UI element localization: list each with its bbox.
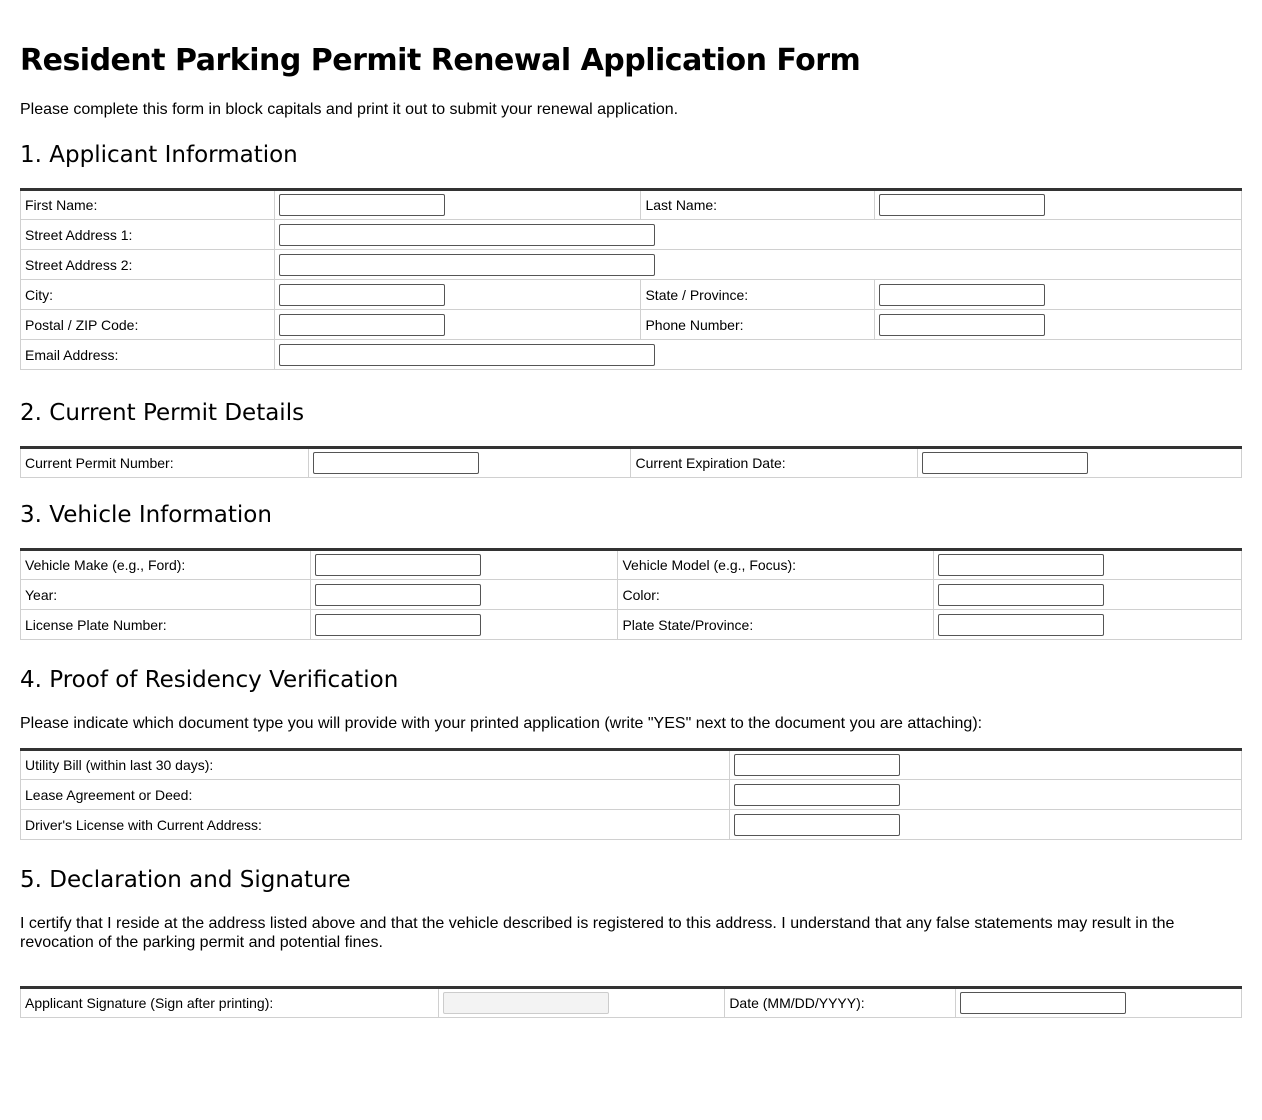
color-label: Color:: [618, 580, 934, 610]
license-plate-label: License Plate Number:: [21, 610, 311, 640]
table-row: [21, 750, 1242, 780]
table-row: [21, 220, 1242, 250]
table-row: [21, 550, 1242, 580]
phone-field[interactable]: [879, 314, 1045, 336]
table-row: [21, 448, 1242, 478]
year-label: Year:: [21, 580, 311, 610]
table-row: [21, 250, 1242, 280]
postal-code-label: Postal / ZIP Code:: [21, 310, 275, 340]
residency-instruction: Please indicate which document type you will provide with your printed application (write "YES" next to the document you are attaching):: [20, 715, 983, 732]
utility-bill-label: Utility Bill (within last 30 days):: [21, 750, 730, 780]
permit-number-field[interactable]: [313, 452, 479, 474]
street-address-2-label: Street Address 2:: [21, 250, 275, 280]
postal-code-field[interactable]: [279, 314, 445, 336]
applicant-table: [20, 188, 1242, 370]
vehicle-model-field[interactable]: [938, 554, 1104, 576]
table-row: [21, 280, 1242, 310]
signature-field: [443, 992, 609, 1014]
vehicle-model-label: Vehicle Model (e.g., Focus):: [618, 550, 934, 580]
drivers-license-field[interactable]: [734, 814, 900, 836]
intro-text: Please complete this form in block capitals and print it out to submit your renewal application.: [20, 101, 679, 118]
signature-label: Applicant Signature (Sign after printing):: [21, 988, 439, 1018]
email-label: Email Address:: [21, 340, 275, 370]
last-name-field[interactable]: [879, 194, 1045, 216]
date-label: Date (MM/DD/YYYY):: [725, 988, 956, 1018]
table-row: [21, 610, 1242, 640]
plate-state-label: Plate State/Province:: [618, 610, 934, 640]
street-address-1-field[interactable]: [279, 224, 655, 246]
section-vehicle-heading: 3. Vehicle Information: [20, 502, 272, 528]
section-permit-heading: 2. Current Permit Details: [20, 400, 305, 426]
street-address-2-field[interactable]: [279, 254, 655, 276]
lease-agreement-label: Lease Agreement or Deed:: [21, 780, 730, 810]
plate-state-field[interactable]: [938, 614, 1104, 636]
drivers-license-label: Driver's License with Current Address:: [21, 810, 730, 840]
date-field[interactable]: [960, 992, 1126, 1014]
city-label: City:: [21, 280, 275, 310]
table-row: [21, 310, 1242, 340]
expiration-date-field[interactable]: [922, 452, 1088, 474]
table-row: [21, 340, 1242, 370]
table-row: [21, 810, 1242, 840]
vehicle-table: [20, 548, 1242, 640]
state-label: State / Province:: [641, 280, 875, 310]
table-row: [21, 988, 1242, 1018]
table-row: [21, 190, 1242, 220]
vehicle-make-label: Vehicle Make (e.g., Ford):: [21, 550, 311, 580]
first-name-label: First Name:: [21, 190, 275, 220]
email-field[interactable]: [279, 344, 655, 366]
last-name-label: Last Name:: [641, 190, 875, 220]
section-applicant-heading: 1. Applicant Information: [20, 142, 298, 168]
state-field[interactable]: [879, 284, 1045, 306]
city-field[interactable]: [279, 284, 445, 306]
expiration-date-label: Current Expiration Date:: [631, 448, 918, 478]
permit-number-label: Current Permit Number:: [21, 448, 309, 478]
page-title: Resident Parking Permit Renewal Application Form: [20, 43, 861, 78]
declaration-statement: I certify that I reside at the address listed above and that the vehicle described is registered to this address. I understand that any false statements may result in the revocation of the parking permit and potential fines.: [20, 915, 1175, 951]
lease-agreement-field[interactable]: [734, 784, 900, 806]
vehicle-make-field[interactable]: [315, 554, 481, 576]
utility-bill-field[interactable]: [734, 754, 900, 776]
permit-table: [20, 446, 1242, 478]
table-row: [21, 780, 1242, 810]
signature-table: [20, 986, 1242, 1018]
phone-label: Phone Number:: [641, 310, 875, 340]
residency-table: [20, 748, 1242, 840]
first-name-field[interactable]: [279, 194, 445, 216]
street-address-1-label: Street Address 1:: [21, 220, 275, 250]
year-field[interactable]: [315, 584, 481, 606]
table-row: [21, 580, 1242, 610]
color-field[interactable]: [938, 584, 1104, 606]
section-declaration-heading: 5. Declaration and Signature: [20, 867, 351, 893]
license-plate-field[interactable]: [315, 614, 481, 636]
section-residency-heading: 4. Proof of Residency Verification: [20, 667, 399, 693]
